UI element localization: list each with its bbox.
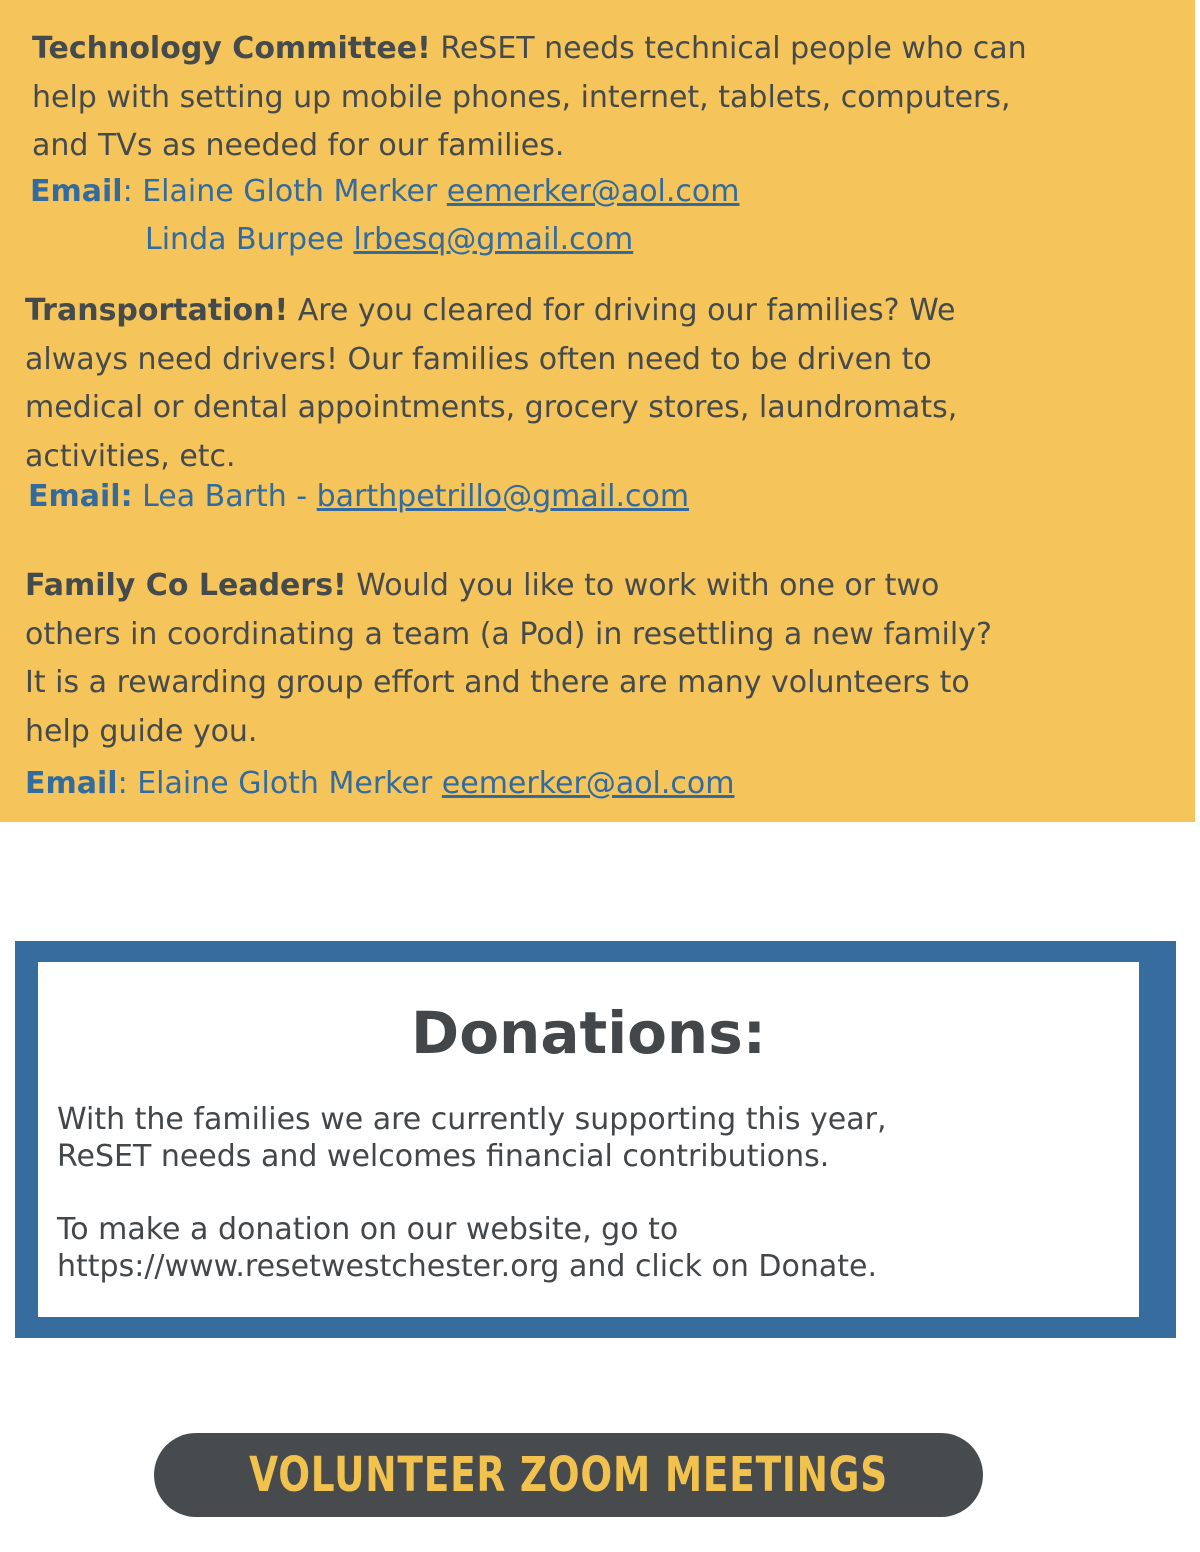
- transportation-text-3: medical or dental appointments, grocery stores, laundromats,: [25, 390, 958, 425]
- donations-paragraph-1: [57, 1101, 887, 1175]
- transportation-heading: Transportation!: [25, 293, 289, 328]
- email-link[interactable]: eemerker@aol.com: [441, 766, 735, 801]
- technology-text-1: ReSET needs technical people who can: [430, 31, 1027, 66]
- contact-name: : Elaine Gloth Merker: [117, 766, 442, 801]
- technology-text-2: help with setting up mobile phones, internet, tablets, computers,: [32, 79, 1011, 115]
- family-text-2: others in coordinating a team (a Pod) in resettling a new family?: [25, 616, 992, 652]
- banner-label: VOLUNTEER ZOOM MEETINGS: [249, 1447, 888, 1503]
- donations-text-4: https://www.resetwestchester.org and click on Donate.: [57, 1249, 878, 1284]
- transportation-paragraph: [25, 287, 1190, 481]
- donations-text-2: ReSET needs and welcomes financial contributions.: [57, 1139, 830, 1174]
- family-text-3: It is a rewarding group effort and there are many volunteers to: [25, 665, 970, 700]
- contact-name: : Elaine Gloth Merker: [122, 174, 447, 209]
- email-link[interactable]: barthpetrillo@gmail.com: [316, 479, 690, 514]
- technology-email-line-2: [145, 216, 633, 264]
- donations-title: Donations:: [411, 999, 766, 1067]
- family-email-line: [25, 760, 735, 808]
- family-text-4: help guide you.: [25, 713, 258, 749]
- email-label: Email: [25, 766, 118, 801]
- technology-paragraph: [32, 25, 1192, 171]
- contact-name: Lea Barth -: [132, 479, 317, 514]
- email-label: Email:: [28, 479, 133, 514]
- technology-text-3: and TVs as needed for our families.: [32, 128, 565, 163]
- transportation-text-1: Are you cleared for driving our families? We: [288, 293, 956, 328]
- contact-name: Linda Burpee: [145, 222, 354, 257]
- donations-text-1: With the families we are currently supporting this year,: [57, 1102, 887, 1137]
- family-heading: Family Co Leaders!: [25, 568, 347, 603]
- email-link[interactable]: eemerker@aol.com: [446, 174, 740, 209]
- donations-text-3: To make a donation on our website, go to: [57, 1212, 679, 1247]
- family-paragraph: [25, 562, 1190, 756]
- email-label: Email: [30, 174, 123, 209]
- email-link[interactable]: lrbesq@gmail.com: [353, 222, 634, 257]
- technology-heading: Technology Committee!: [32, 31, 431, 66]
- family-text-1: Would you like to work with one or two: [346, 568, 940, 603]
- transportation-text-4: activities, etc.: [25, 438, 236, 474]
- transportation-text-2: always need drivers! Our families often need to be driven to: [25, 341, 932, 377]
- technology-email-line-1: [30, 168, 740, 216]
- volunteer-zoom-meetings-banner: [154, 1433, 983, 1517]
- donations-paragraph-2: [57, 1211, 877, 1285]
- transportation-email-line: [28, 473, 689, 521]
